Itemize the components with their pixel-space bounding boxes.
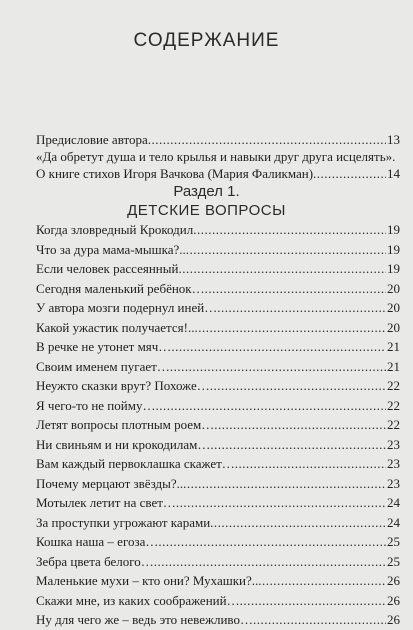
toc-entry xyxy=(36,454,400,474)
entry-title: Что за дура мама-мышка?.. xyxy=(36,241,186,257)
dot-leader xyxy=(170,357,386,377)
dot-leader xyxy=(171,337,386,357)
entry-page: 25 xyxy=(387,534,400,549)
entry-title: Своим именем пугает… xyxy=(36,358,170,374)
toc-entry xyxy=(36,279,400,299)
toc-entry xyxy=(36,259,400,279)
entry-page: 20 xyxy=(387,300,400,315)
toc-entry xyxy=(36,532,400,552)
toc-entry xyxy=(36,415,400,435)
dot-leader xyxy=(176,493,386,513)
entry-page: 24 xyxy=(387,514,400,530)
entry-page: 20 xyxy=(387,280,400,296)
entry-page: 22 xyxy=(387,397,400,413)
dot-leader xyxy=(258,571,386,591)
toc-entry xyxy=(36,165,400,182)
dot-leader xyxy=(235,454,386,474)
dot-leader xyxy=(194,318,386,338)
entry-title: За проступки угрожают карами xyxy=(36,514,211,530)
entry-page: 14 xyxy=(387,166,400,181)
entry-title: Сегодня маленький ребёнок… xyxy=(36,280,205,296)
dot-leader xyxy=(210,513,386,533)
entry-page: 20 xyxy=(387,319,400,335)
entry-page: 21 xyxy=(387,358,400,374)
intro-list xyxy=(36,131,400,182)
entry-page: 25 xyxy=(387,553,400,569)
toc-entry xyxy=(36,337,400,357)
entry-title: О книге стихов Игоря Вачкова (Мария Фаликман) xyxy=(36,166,314,181)
dot-leader xyxy=(186,240,386,260)
entry-title: Мотылек летит на свет… xyxy=(36,495,176,510)
entry-title: Почему мерцают звёзды?.. xyxy=(36,475,184,491)
entry-title: Ни свиньям и ни крокодилам… xyxy=(36,436,211,452)
toc-entry xyxy=(36,220,400,240)
entry-title: Я чего-то не пойму… xyxy=(36,397,156,413)
toc-entry xyxy=(36,435,400,455)
entry-title: Когда зловредный Крокодил xyxy=(36,222,194,237)
entry-page: 23 xyxy=(387,436,400,452)
entry-page: 19 xyxy=(387,261,400,276)
page-title: СОДЕРЖАНИЕ xyxy=(133,30,280,51)
entry-title: У автора мозги подернул иней… xyxy=(36,300,218,315)
dot-leader xyxy=(210,435,386,455)
toc-entry xyxy=(36,298,400,318)
dot-leader xyxy=(155,396,386,416)
entry-title: Кошка наша – егоза… xyxy=(36,534,159,549)
entry-page: 22 xyxy=(387,417,400,432)
entry-page: 19 xyxy=(387,241,400,257)
entry-page: 21 xyxy=(387,339,400,354)
entry-page: 19 xyxy=(387,222,400,237)
dot-leader xyxy=(210,376,386,396)
section-number: Раздел 1. xyxy=(173,183,240,200)
entry-page: 13 xyxy=(387,132,400,147)
entry-title: Скажи мне, из каких соображений… xyxy=(36,592,240,608)
toc-entry xyxy=(36,552,400,572)
dot-leader xyxy=(217,298,386,318)
toc-entry xyxy=(36,591,400,611)
dot-leader xyxy=(158,532,386,552)
toc-entry xyxy=(36,240,400,260)
toc-entry xyxy=(36,131,400,148)
entry-page: 23 xyxy=(387,475,400,491)
toc-entry xyxy=(36,571,400,591)
dot-leader xyxy=(214,415,386,435)
toc-entry xyxy=(36,474,400,494)
entry-title: Неужто сказки врут? Похоже… xyxy=(36,378,210,393)
dot-leader xyxy=(154,552,386,572)
entry-page: 24 xyxy=(387,495,400,510)
entry-title: Летят вопросы плотным роем… xyxy=(36,417,215,432)
dot-leader xyxy=(240,591,386,611)
dot-leader xyxy=(193,220,386,240)
toc-entry xyxy=(36,357,400,377)
entry-title: Какой ужастик получается!.. xyxy=(36,319,195,335)
entry-page: 26 xyxy=(387,573,400,588)
dot-leader xyxy=(148,131,386,148)
entry-page: 26 xyxy=(387,612,400,627)
dot-leader xyxy=(183,474,386,494)
entry-title: В речке не утонет мяч… xyxy=(36,339,172,354)
entry-title: Зебра цвета белого… xyxy=(36,553,154,569)
section-title: ДЕТСКИЕ ВОПРОСЫ xyxy=(127,202,286,219)
entry-title: Вам каждый первоклашка скажет… xyxy=(36,456,235,471)
entry-page: 22 xyxy=(387,378,400,393)
dot-leader xyxy=(253,610,386,630)
toc-entry xyxy=(36,493,400,513)
toc-entry xyxy=(36,376,400,396)
entry-page: 23 xyxy=(387,456,400,471)
dot-leader xyxy=(313,165,386,182)
toc-entry xyxy=(36,610,400,630)
toc-entry xyxy=(36,513,400,533)
entry-title: Предисловие автора xyxy=(36,132,148,147)
toc-entry xyxy=(36,318,400,338)
entry-title: Маленькие мухи – кто они? Мухашки?.. xyxy=(36,573,259,588)
toc-entry-multiline: «Да обретут душа и тело крылья и навыки друг друга исцелять». xyxy=(36,149,396,164)
section-entries xyxy=(36,220,400,630)
entry-page: 26 xyxy=(387,592,400,608)
toc-entry xyxy=(36,396,400,416)
entry-title: Ну для чего же – ведь это невежливо… xyxy=(36,612,253,627)
dot-leader xyxy=(205,279,386,299)
dot-leader xyxy=(178,259,386,279)
entry-title: Если человек рассеянный xyxy=(36,261,179,276)
